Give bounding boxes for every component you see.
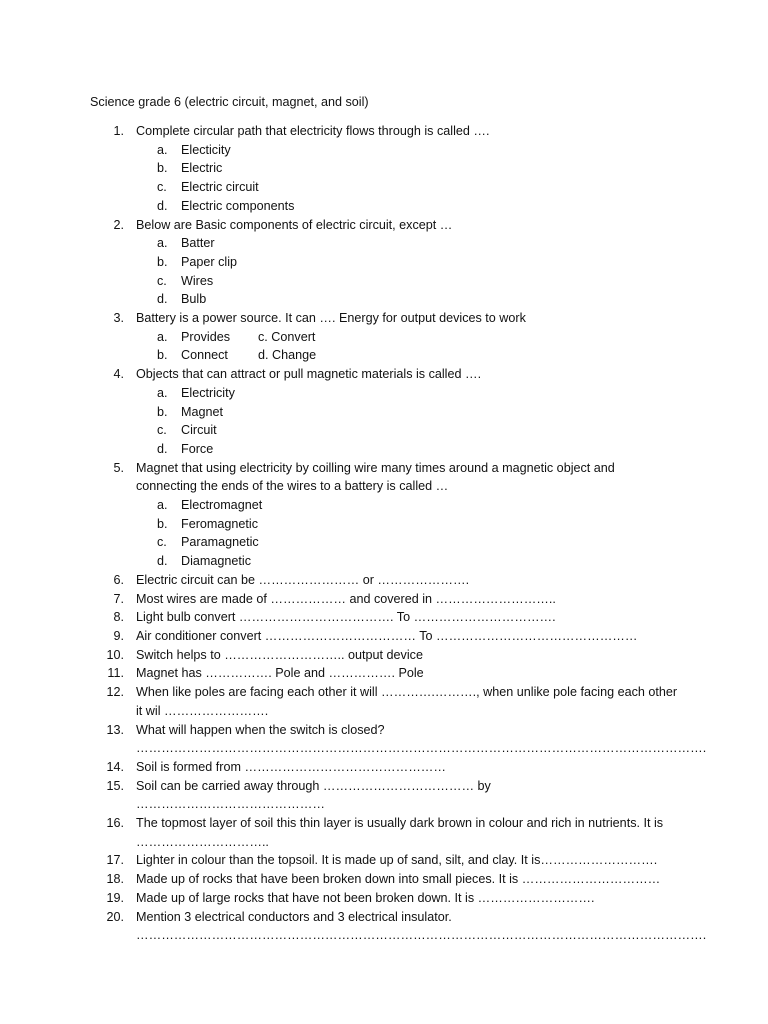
- question-item: [0, 777, 768, 814]
- question-item: [0, 889, 768, 908]
- answer-option: [0, 290, 768, 309]
- option-text: Wires: [181, 273, 214, 288]
- question-text: When like poles are facing each other it will ………….………., when unlike pole facing each other it wil …………………….: [136, 685, 678, 718]
- option-letter: b.: [157, 516, 168, 531]
- option-letter: a.: [157, 329, 168, 344]
- answer-option: [0, 515, 768, 534]
- option-letter: a.: [157, 385, 168, 400]
- question-number: 15.: [106, 778, 124, 793]
- question-number: 2.: [113, 217, 124, 232]
- answer-option: [0, 253, 768, 272]
- option-text: Electromagnet: [181, 498, 263, 513]
- answer-option: [0, 496, 768, 515]
- question-item: [0, 814, 768, 851]
- question-number: 1.: [113, 124, 124, 138]
- question-number: 7.: [113, 591, 124, 606]
- option-letter: d.: [157, 198, 168, 213]
- answer-option: [0, 141, 768, 160]
- question-text: Lighter in colour than the topsoil. It is made up of sand, silt, and clay. It is……………………….: [136, 853, 658, 868]
- question-number: 6.: [113, 572, 124, 587]
- question-number: 3.: [113, 311, 124, 326]
- answer-option: [0, 552, 768, 571]
- question-number: 5.: [113, 460, 124, 475]
- question-item: [0, 571, 768, 590]
- question-text: Light bulb convert ………………………………. To …………………………….: [136, 610, 556, 625]
- option-text: Force: [181, 441, 214, 456]
- question-item: [0, 870, 768, 889]
- option-letter: c.: [157, 180, 167, 195]
- question-item: [0, 627, 768, 646]
- question-item: [0, 721, 768, 758]
- option-text: Batter: [181, 236, 215, 251]
- option-text: Diamagnetic: [181, 554, 251, 569]
- worksheet-title: Science grade 6 (electric circuit, magnet, and soil): [90, 95, 369, 109]
- question-item: [0, 122, 768, 141]
- option-text: Circuit: [181, 423, 217, 438]
- option-letter: b.: [157, 348, 168, 363]
- option-text: Electric: [181, 161, 223, 176]
- option-letter: c.: [157, 273, 167, 288]
- question-number: 20.: [106, 909, 124, 924]
- answer-option: [0, 234, 768, 253]
- question-number: 17.: [106, 853, 124, 868]
- question-item: [0, 851, 768, 870]
- question-number: 8.: [113, 610, 124, 625]
- answer-option: [0, 403, 768, 422]
- answer-option: [0, 421, 768, 440]
- answer-option-pair: [0, 328, 768, 347]
- question-item: [0, 459, 768, 496]
- question-item: [0, 758, 768, 777]
- answer-option: [0, 272, 768, 291]
- question-number: 12.: [106, 685, 124, 700]
- option-text: Connect: [181, 348, 228, 363]
- question-text: Most wires are made of ……………… and covered in ………………………..: [136, 591, 556, 606]
- question-item: [0, 664, 768, 683]
- option-text: Electricity: [181, 385, 235, 400]
- option-letter: d.: [157, 441, 168, 456]
- option-text-second: c. Convert: [258, 329, 316, 344]
- question-number: 4.: [113, 367, 124, 382]
- option-letter: b.: [157, 404, 168, 419]
- question-item: [0, 646, 768, 665]
- option-text: Electicity: [181, 142, 231, 157]
- option-text: Provides: [181, 329, 230, 344]
- option-letter: b.: [157, 254, 168, 269]
- answer-option: [0, 384, 768, 403]
- question-number: 19.: [106, 890, 124, 905]
- option-text: Magnet: [181, 404, 224, 419]
- question-text: Made up of large rocks that have not been broken down. It is ……………………….: [136, 890, 595, 905]
- question-text: Objects that can attract or pull magnetic materials is called ….: [136, 367, 482, 382]
- question-number: 9.: [113, 628, 124, 643]
- question-text: Electric circuit can be …………………… or ………………….: [136, 572, 470, 587]
- answer-option: [0, 159, 768, 178]
- option-text-second: d. Change: [258, 348, 317, 363]
- answer-option: [0, 533, 768, 552]
- question-number: 10.: [106, 647, 124, 662]
- question-text: Air conditioner convert ……………………………… To …………………………………………: [136, 628, 638, 643]
- option-text: Paper clip: [181, 254, 238, 269]
- option-letter: d.: [157, 292, 168, 307]
- option-text: Paramagnetic: [181, 535, 259, 550]
- question-text: Soil can be carried away through ……………………………… by ………………………………………: [136, 778, 491, 812]
- question-item: [0, 365, 768, 384]
- question-item: [0, 683, 768, 720]
- question-text: What will happen when the switch is closed? ……………………………………………………………………………………………………………………….: [136, 722, 707, 756]
- option-text: Feromagnetic: [181, 516, 258, 531]
- answer-option: [0, 197, 768, 216]
- option-letter: d.: [157, 554, 168, 569]
- option-letter: c.: [157, 535, 167, 550]
- answer-option: [0, 440, 768, 459]
- question-number: 18.: [106, 872, 124, 887]
- question-text: Switch helps to ……………………….. output device: [136, 647, 423, 662]
- question-number: 14.: [106, 759, 124, 774]
- question-item: [0, 309, 768, 328]
- option-letter: a.: [157, 498, 168, 513]
- option-text: Bulb: [181, 292, 207, 307]
- question-text: Below are Basic components of electric circuit, except …: [136, 217, 453, 232]
- question-number: 16.: [106, 816, 124, 831]
- option-letter: a.: [157, 142, 168, 157]
- question-text: Battery is a power source. It can …. Energy for output devices to work: [136, 311, 526, 326]
- question-item: [0, 608, 768, 627]
- question-number: 11.: [107, 666, 124, 681]
- option-text: Electric circuit: [181, 180, 259, 195]
- question-list: [0, 122, 768, 945]
- question-text: Soil is formed from …………………………………………: [136, 759, 446, 774]
- question-number: 13.: [106, 722, 124, 737]
- question-text: The topmost layer of soil this thin layer is usually dark brown in colour and rich in nutrients. It is …………………………..: [136, 816, 664, 849]
- question-text: Made up of rocks that have been broken down into small pieces. It is ……………………………: [136, 872, 661, 887]
- option-text: Electric components: [181, 198, 295, 213]
- option-letter: a.: [157, 236, 168, 251]
- answer-option-pair: [0, 346, 768, 365]
- option-letter: b.: [157, 161, 168, 176]
- answer-option: [0, 178, 768, 197]
- question-text: Magnet has ……………. Pole and ……………. Pole: [136, 666, 424, 681]
- question-text: Complete circular path that electricity flows through is called ….: [136, 124, 490, 138]
- question-text: Magnet that using electricity by coilling wire many times around a magnetic object and connecting the ends of the wires to a battery is called …: [136, 460, 615, 494]
- question-text: Mention 3 electrical conductors and 3 electrical insulator. ……………………………………………………………………………………………………………………….: [136, 909, 707, 943]
- question-item: [0, 216, 768, 235]
- question-item: [0, 590, 768, 609]
- question-item: [0, 908, 768, 945]
- option-letter: c.: [157, 423, 167, 438]
